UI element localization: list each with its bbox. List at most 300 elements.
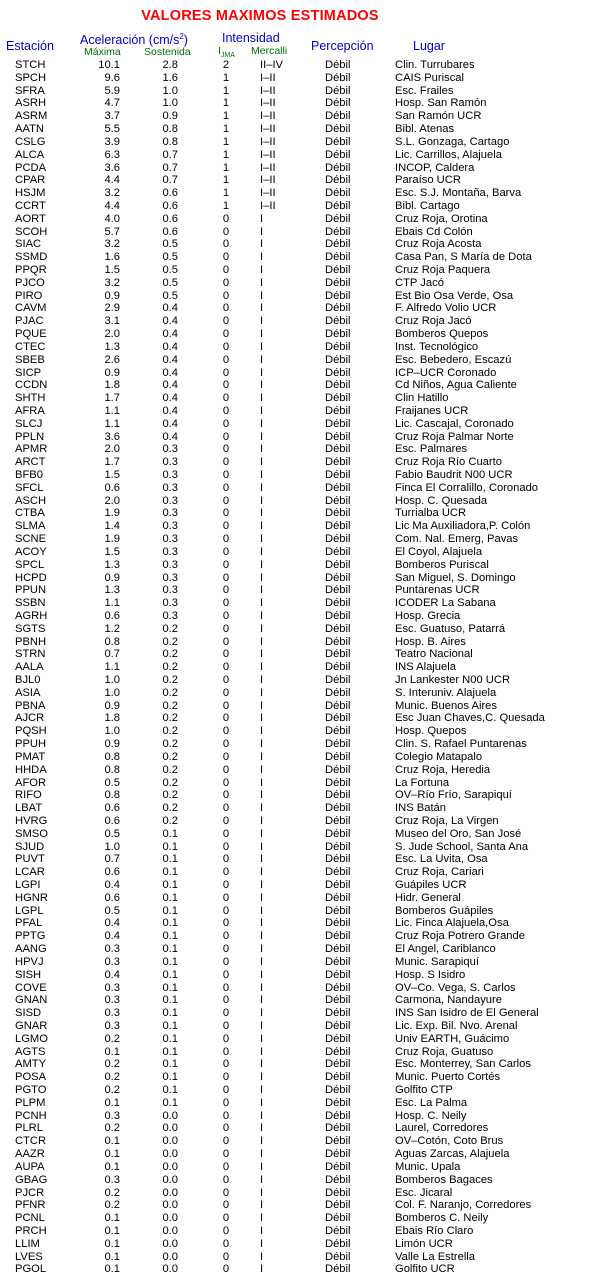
ijma-intensity: 0	[222, 571, 230, 584]
mercalli-intensity: I	[260, 238, 264, 251]
mercalli-intensity: I	[260, 827, 264, 840]
mercalli-intensity: I	[260, 943, 264, 956]
mercalli-intensity: I	[260, 686, 264, 699]
perception: Débil	[325, 97, 351, 110]
perception: Débil	[325, 148, 351, 161]
max-acceleration: 1.8	[104, 712, 120, 725]
location: Valle La Estrella	[395, 1250, 476, 1263]
ijma-intensity: 0	[222, 443, 230, 456]
table-row	[0, 943, 590, 956]
header-lugar: Lugar	[413, 39, 445, 53]
sustained-acceleration: 0.8	[162, 135, 178, 148]
station-code: AFRA	[15, 404, 45, 417]
station-code: SPCL	[15, 558, 45, 571]
mercalli-intensity: I	[260, 609, 264, 622]
station-code: PGOL	[15, 1263, 47, 1276]
table-row	[0, 187, 590, 200]
perception: Débil	[325, 699, 351, 712]
table-row	[0, 982, 590, 995]
ijma-intensity: 0	[222, 686, 230, 699]
max-acceleration: 0.1	[104, 1212, 120, 1225]
max-acceleration: 0.5	[104, 827, 120, 840]
location: INS Alajuela	[395, 661, 456, 674]
location: El Coyol, Alajuela	[395, 545, 483, 558]
table-row	[0, 828, 590, 841]
location: F. Alfredo Volio UCR	[395, 302, 497, 315]
ijma-intensity: 0	[222, 1045, 230, 1058]
location: Cruz Roja, Orotina	[395, 212, 488, 225]
mercalli-intensity: I	[260, 315, 264, 328]
location: Clin. S. Rafael Puntarenas	[395, 738, 527, 751]
location: S. Jude School, Santa Ana	[395, 840, 529, 853]
ijma-intensity: 0	[222, 520, 230, 533]
table-row	[0, 725, 590, 738]
table-row	[0, 1238, 590, 1251]
table-row	[0, 1187, 590, 1200]
sustained-acceleration: 0.5	[162, 238, 178, 251]
header-aceleracion-close: )	[183, 33, 188, 48]
max-acceleration: 0.9	[104, 366, 120, 379]
max-acceleration: 5.9	[104, 84, 120, 97]
station-code: SFCL	[15, 481, 44, 494]
mercalli-intensity: I	[260, 917, 264, 930]
location: Bomberos Guápiles	[395, 904, 494, 917]
sustained-acceleration: 0.9	[162, 110, 178, 123]
ijma-intensity: 1	[222, 97, 230, 110]
location: Casa Pan, S María de Dota	[395, 251, 532, 264]
location: Bomberos Bagaces	[395, 1173, 493, 1186]
sustained-acceleration: 0.3	[162, 533, 178, 546]
location: Cruz Roja Jacó	[395, 315, 472, 328]
mercalli-intensity: I	[260, 699, 264, 712]
table-row	[0, 687, 590, 700]
location: Est Bio Osa Verde, Osa	[395, 289, 514, 302]
station-code: LBAT	[15, 802, 43, 815]
location: El Angel, Cariblanco	[395, 943, 496, 956]
perception: Débil	[325, 955, 351, 968]
sustained-acceleration: 0.7	[162, 161, 178, 174]
station-code: CAVM	[15, 302, 47, 315]
table-row	[0, 610, 590, 623]
sustained-acceleration: 0.1	[162, 955, 178, 968]
station-code: PGTO	[15, 1084, 47, 1096]
mercalli-intensity: I	[260, 469, 264, 481]
station-code: PUVT	[15, 853, 45, 866]
table-row	[0, 200, 590, 213]
location: Clin Hatillo	[395, 392, 449, 405]
location: Com. Nal. Emerg, Pavas	[395, 533, 519, 546]
ijma-intensity: 0	[222, 481, 230, 494]
table-row	[0, 1212, 590, 1225]
perception: Débil	[325, 225, 351, 238]
max-acceleration: 2.0	[104, 443, 120, 456]
ijma-intensity: 0	[222, 1173, 230, 1186]
location: Esc. Frailes	[395, 84, 454, 97]
table-row	[0, 1020, 590, 1033]
ijma-intensity: 0	[222, 379, 230, 392]
station-code: PQUE	[15, 328, 47, 341]
mercalli-intensity: I	[260, 430, 264, 443]
max-acceleration: 0.8	[104, 635, 120, 648]
mercalli-intensity: I	[260, 866, 264, 879]
mercalli-intensity: I–II	[260, 199, 276, 212]
table-row	[0, 328, 590, 341]
station-code: LGPL	[15, 904, 44, 917]
ijma-intensity: 0	[222, 635, 230, 648]
location: Munic. Puerto Cortés	[395, 1071, 501, 1084]
ijma-intensity: 0	[222, 225, 230, 238]
max-acceleration: 1.9	[104, 507, 120, 520]
ijma-intensity: 0	[222, 891, 230, 904]
location: Esc. La Palma	[395, 1096, 468, 1109]
mercalli-intensity: I	[260, 750, 264, 763]
perception: Débil	[325, 1199, 351, 1212]
sustained-acceleration: 0.1	[162, 1045, 178, 1058]
ijma-intensity: 0	[222, 725, 230, 738]
ijma-intensity: 0	[222, 1007, 230, 1020]
table-row	[0, 469, 590, 482]
mercalli-intensity: I	[260, 379, 264, 392]
mercalli-intensity: I	[260, 648, 264, 661]
location: Hosp. Grecia	[395, 609, 461, 622]
location: Golfito CTP	[395, 1084, 453, 1096]
location: Fabio Baudrit N00 UCR	[395, 469, 513, 481]
station-code: PPTG	[15, 930, 46, 943]
sustained-acceleration: 0.2	[162, 750, 178, 763]
ijma-intensity: 0	[222, 840, 230, 853]
station-code: PPUN	[15, 584, 47, 597]
table-row	[0, 777, 590, 790]
perception: Débil	[325, 135, 351, 148]
table-row	[0, 213, 590, 226]
max-acceleration: 3.2	[104, 276, 120, 289]
location: Hosp. C. Neily	[395, 1109, 467, 1122]
sustained-acceleration: 0.4	[162, 340, 178, 353]
mercalli-intensity: I	[260, 1186, 264, 1199]
mercalli-intensity: I	[260, 1032, 264, 1045]
table-row	[0, 866, 590, 879]
perception: Débil	[325, 520, 351, 533]
sustained-acceleration: 0.3	[162, 494, 178, 507]
location: Bibl. Cartago	[395, 199, 460, 212]
sustained-acceleration: 0.1	[162, 840, 178, 853]
table-row	[0, 956, 590, 969]
perception: Débil	[325, 251, 351, 264]
ijma-intensity: 0	[222, 392, 230, 405]
ijma-intensity: 0	[222, 251, 230, 264]
sustained-acceleration: 0.7	[162, 174, 178, 187]
station-code: PJCO	[15, 276, 45, 289]
sustained-acceleration: 0.0	[162, 1186, 178, 1199]
ijma-intensity: 0	[222, 712, 230, 725]
sustained-acceleration: 0.1	[162, 1019, 178, 1032]
table-row	[0, 315, 590, 328]
table-row	[0, 1033, 590, 1046]
mercalli-intensity: I	[260, 1237, 264, 1250]
station-code: SIAC	[15, 238, 42, 251]
station-code: SSBN	[15, 597, 46, 610]
mercalli-intensity: I–II	[260, 161, 276, 174]
mercalli-intensity: I	[260, 417, 264, 430]
ijma-intensity: 1	[222, 187, 230, 200]
mercalli-intensity: I	[260, 635, 264, 648]
max-acceleration: 1.3	[104, 558, 120, 571]
sustained-acceleration: 1.6	[162, 71, 178, 84]
ijma-intensity: 0	[222, 917, 230, 930]
sustained-acceleration: 0.8	[162, 123, 178, 136]
station-code: STRN	[15, 648, 46, 661]
max-acceleration: 4.0	[104, 212, 120, 225]
header-aceleracion-label: Aceleración (cm/s	[80, 33, 180, 48]
perception: Débil	[325, 738, 351, 751]
max-acceleration: 0.1	[104, 1263, 120, 1276]
mercalli-intensity: I	[260, 1058, 264, 1071]
table-row	[0, 1161, 590, 1174]
station-code: ASCH	[15, 494, 47, 507]
location: S.L. Gonzaga, Cartago	[395, 135, 510, 148]
station-code: HHDA	[15, 763, 47, 776]
sustained-acceleration: 0.3	[162, 597, 178, 610]
perception: Débil	[325, 199, 351, 212]
sustained-acceleration: 0.2	[162, 635, 178, 648]
station-code: SISD	[15, 1007, 42, 1020]
ijma-intensity: 0	[222, 302, 230, 315]
sustained-acceleration: 0.1	[162, 1071, 178, 1084]
page-title: VALORES MAXIMOS ESTIMADOS	[141, 8, 379, 24]
ijma-intensity: 0	[222, 776, 230, 789]
max-acceleration: 3.6	[104, 430, 120, 443]
table-row	[0, 379, 590, 392]
station-code: BJL0	[15, 674, 41, 686]
sustained-acceleration: 0.4	[162, 392, 178, 405]
mercalli-intensity: I	[260, 904, 264, 917]
ijma-intensity: 0	[222, 289, 230, 302]
max-acceleration: 5.7	[104, 225, 120, 238]
max-acceleration: 6.3	[104, 148, 120, 161]
location: Hidr. General	[395, 891, 461, 904]
max-acceleration: 1.1	[104, 661, 120, 674]
station-code: GNAR	[15, 1019, 48, 1032]
mercalli-intensity: I	[260, 1173, 264, 1186]
max-acceleration: 0.4	[104, 879, 120, 891]
header-aceleracion	[80, 32, 188, 47]
ijma-intensity: 1	[222, 161, 230, 174]
location: Hosp. C. Quesada	[395, 494, 488, 507]
mercalli-intensity: I	[260, 597, 264, 610]
ijma-intensity: 0	[222, 609, 230, 622]
max-acceleration: 2.0	[104, 328, 120, 341]
perception: Débil	[325, 443, 351, 456]
location: Ebais Río Claro	[395, 1224, 474, 1237]
table-row	[0, 1225, 590, 1238]
station-code: PIRO	[15, 289, 43, 302]
ijma-intensity: 1	[222, 123, 230, 136]
location: OV–Cotón, Coto Brus	[395, 1135, 504, 1148]
location: Bibl. Atenas	[395, 123, 455, 136]
mercalli-intensity: I	[260, 1250, 264, 1263]
max-acceleration: 0.6	[104, 481, 120, 494]
max-acceleration: 0.9	[104, 699, 120, 712]
table-row	[0, 1097, 590, 1110]
mercalli-intensity: I	[260, 1212, 264, 1225]
max-acceleration: 1.0	[104, 840, 120, 853]
sustained-acceleration: 0.2	[162, 699, 178, 712]
perception: Débil	[325, 853, 351, 866]
location: Aguas Zarcas, Alajuela	[395, 1148, 510, 1161]
station-code: AANG	[15, 943, 47, 956]
perception: Débil	[325, 648, 351, 661]
station-code: PPLN	[15, 430, 45, 443]
ijma-intensity: 0	[222, 802, 230, 815]
sustained-acceleration: 0.5	[162, 289, 178, 302]
ijma-intensity: 0	[222, 763, 230, 776]
station-code: SLCJ	[15, 417, 43, 430]
table-row	[0, 392, 590, 405]
table-row	[0, 597, 590, 610]
station-code: HVRG	[15, 814, 48, 827]
sustained-acceleration: 0.4	[162, 404, 178, 417]
table-row	[0, 136, 590, 149]
ijma-intensity: 0	[222, 943, 230, 956]
ijma-intensity: 0	[222, 1237, 230, 1250]
location: Limón UCR	[395, 1237, 453, 1250]
sustained-acceleration: 0.1	[162, 891, 178, 904]
table-row	[0, 917, 590, 930]
table-row	[0, 700, 590, 713]
mercalli-intensity: I	[260, 571, 264, 584]
perception: Débil	[325, 943, 351, 956]
max-acceleration: 1.1	[104, 597, 120, 610]
sustained-acceleration: 0.3	[162, 571, 178, 584]
max-acceleration: 0.2	[104, 1084, 120, 1096]
station-code: SPCH	[15, 71, 47, 84]
perception: Débil	[325, 917, 351, 930]
station-code: RIFO	[15, 789, 42, 802]
ijma-intensity: 0	[222, 738, 230, 751]
perception: Débil	[325, 507, 351, 520]
mercalli-intensity: I–II	[260, 148, 276, 161]
station-code: PBNA	[15, 699, 46, 712]
mercalli-intensity: I	[260, 622, 264, 635]
sustained-acceleration: 0.1	[162, 1007, 178, 1020]
ijma-intensity: 0	[222, 866, 230, 879]
perception: Débil	[325, 994, 351, 1007]
mercalli-intensity: I	[260, 1071, 264, 1084]
location: San Ramón UCR	[395, 110, 482, 123]
max-acceleration: 0.3	[104, 1019, 120, 1032]
station-code: PJAC	[15, 315, 44, 328]
perception: Débil	[325, 1122, 351, 1135]
ijma-intensity: 0	[222, 264, 230, 276]
sustained-acceleration: 0.2	[162, 738, 178, 751]
location: CTP Jacó	[395, 276, 444, 289]
table-row	[0, 123, 590, 136]
mercalli-intensity: I	[260, 264, 264, 276]
station-code: SSMD	[15, 251, 48, 264]
station-code: CTEC	[15, 340, 46, 353]
sustained-acceleration: 0.0	[162, 1263, 178, 1276]
table-row	[0, 405, 590, 418]
table-row	[0, 930, 590, 943]
mercalli-intensity: I	[260, 968, 264, 981]
sustained-acceleration: 0.1	[162, 866, 178, 879]
table-row	[0, 264, 590, 277]
sustained-acceleration: 0.3	[162, 558, 178, 571]
sustained-acceleration: 0.0	[162, 1212, 178, 1225]
max-acceleration: 0.9	[104, 571, 120, 584]
sustained-acceleration: 0.3	[162, 456, 178, 469]
location: Hosp. San Ramón	[395, 97, 487, 110]
mercalli-intensity: I	[260, 289, 264, 302]
location: Golfito UCR	[395, 1263, 455, 1276]
perception: Débil	[325, 1237, 351, 1250]
ijma-intensity: 0	[222, 545, 230, 558]
station-code: CCRT	[15, 199, 46, 212]
sustained-acceleration: 0.1	[162, 968, 178, 981]
table-row	[0, 277, 590, 290]
perception: Débil	[325, 891, 351, 904]
perception: Débil	[325, 430, 351, 443]
table-row	[0, 1071, 590, 1084]
station-code: SJUD	[15, 840, 45, 853]
table-row	[0, 674, 590, 687]
max-acceleration: 1.5	[104, 469, 120, 481]
location: Esc Juan Chaves,C. Quesada	[395, 712, 545, 725]
max-acceleration: 0.3	[104, 981, 120, 994]
max-acceleration: 1.2	[104, 622, 120, 635]
sustained-acceleration: 0.1	[162, 917, 178, 930]
perception: Débil	[325, 1186, 351, 1199]
max-acceleration: 0.9	[104, 738, 120, 751]
station-code: PCNH	[15, 1109, 47, 1122]
ijma-intensity: 0	[222, 981, 230, 994]
sustained-acceleration: 0.4	[162, 315, 178, 328]
station-code: CTBA	[15, 507, 45, 520]
station-code: SMSO	[15, 827, 48, 840]
station-code: AFOR	[15, 776, 47, 789]
sustained-acceleration: 0.1	[162, 943, 178, 956]
perception: Débil	[325, 1019, 351, 1032]
mercalli-intensity: I	[260, 276, 264, 289]
station-code: PLPM	[15, 1096, 46, 1109]
station-code: HSJM	[15, 187, 46, 200]
table-row	[0, 994, 590, 1007]
ijma-intensity: 0	[222, 699, 230, 712]
table-row	[0, 584, 590, 597]
location: Cruz Roja, Guatuso	[395, 1045, 494, 1058]
ijma-intensity: 1	[222, 148, 230, 161]
max-acceleration: 0.3	[104, 955, 120, 968]
perception: Débil	[325, 456, 351, 469]
perception: Débil	[325, 622, 351, 635]
location: INCOP, Caldera	[395, 161, 475, 174]
sustained-acceleration: 0.1	[162, 827, 178, 840]
max-acceleration: 1.4	[104, 520, 120, 533]
station-code: PFAL	[15, 917, 43, 930]
table-row	[0, 443, 590, 456]
mercalli-intensity: I	[260, 328, 264, 341]
table-row	[0, 456, 590, 469]
perception: Débil	[325, 289, 351, 302]
location: Cruz Roja, Heredia	[395, 763, 491, 776]
ijma-intensity: 0	[222, 1122, 230, 1135]
location: OV–Río Frío, Sarapiquí	[395, 789, 512, 802]
location: Lic. Finca Alajuela,Osa	[395, 917, 509, 930]
ijma-intensity: 0	[222, 507, 230, 520]
header-sostenida: Sostenida	[144, 46, 191, 58]
mercalli-intensity: I	[260, 738, 264, 751]
location: Lic Ma Auxiliadora,P. Colón	[395, 520, 531, 533]
